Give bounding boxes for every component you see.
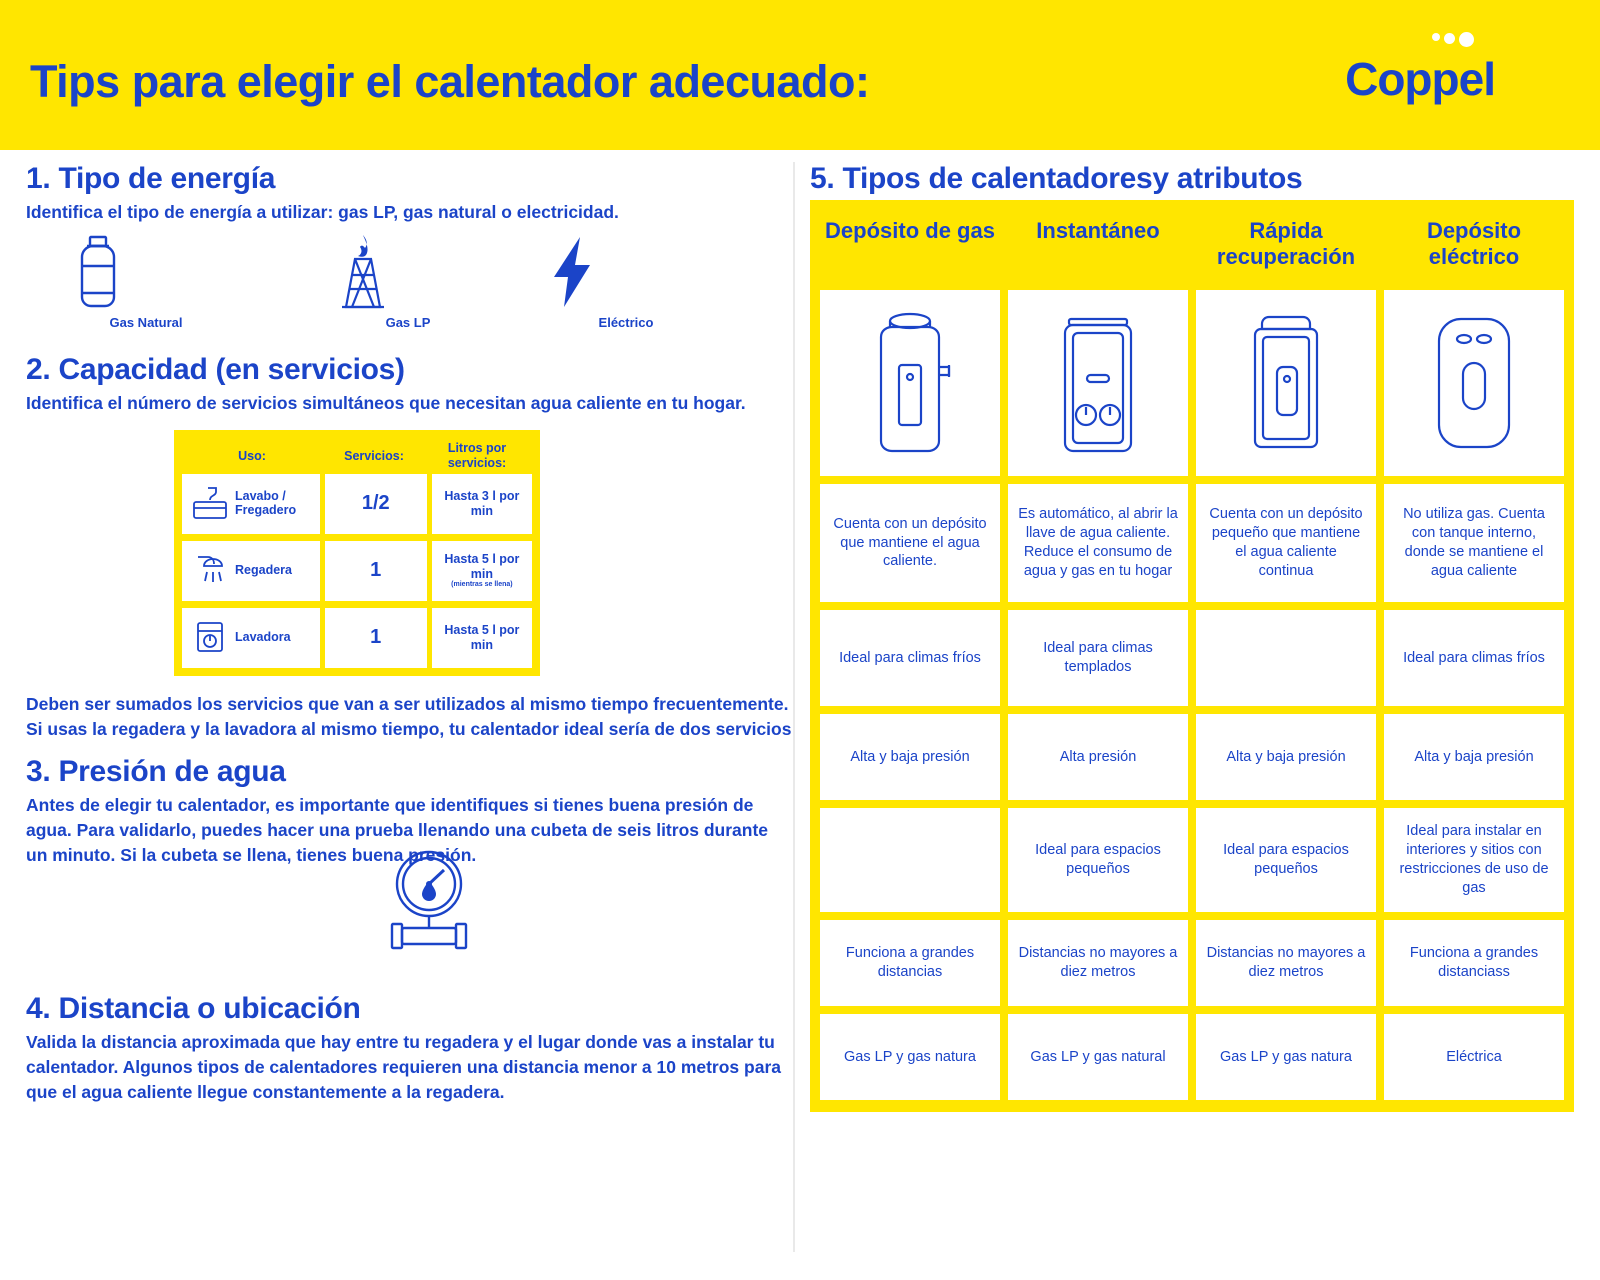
energy-item-gas-natural [66, 233, 226, 330]
section-energy-description: Identifica el tipo de energía a utilizar: gas LP, gas natural o electricidad. [26, 202, 619, 222]
attribute-cell: Ideal para espacios pequeños [1196, 808, 1376, 912]
attribute-cell: Gas LP y gas natural [1008, 1014, 1188, 1100]
attribute-cell: Cuenta con un depósito que mantiene el agua caliente. [820, 484, 1000, 602]
capacity-services-value: 1 [370, 626, 382, 649]
right-column [810, 162, 1574, 1112]
attribute-cell: No utiliza gas. Cuenta con tanque interno, donde se mantiene el agua caliente [1384, 484, 1564, 602]
attribute-cell: Alta y baja presión [1384, 714, 1564, 800]
attribute-cell: Ideal para instalar en interiores y sitios con restricciones de uso de gas [1384, 808, 1564, 912]
capacity-liters-value: Hasta 5 l por min [444, 552, 520, 581]
attribute-cell: Cuenta con un depósito pequeño que mantiene el agua caliente continua [1196, 484, 1376, 602]
attribute-cell: Ideal para espacios pequeños [1008, 808, 1188, 912]
lightning-bolt-icon [546, 233, 706, 311]
capacity-use-cell [182, 541, 320, 601]
energy-item-gas-lp [328, 233, 488, 330]
page-title: Tips para elegir el calentador adecuado: [30, 56, 870, 107]
energy-icons-row [26, 233, 794, 353]
capacity-liters-cell [432, 541, 532, 601]
energy-item-electrico [546, 233, 706, 330]
capacity-header-uso: Uso: [238, 448, 266, 463]
attribute-cell: Ideal para climas templados [1008, 610, 1188, 706]
electric-storage-heater-icon [1384, 290, 1564, 476]
three-dots-icon [1428, 32, 1488, 50]
pressure-gauge-icon [374, 842, 484, 962]
attribute-cell [820, 808, 1000, 912]
table-row [182, 541, 532, 601]
section-types-title: 5. Tipos de calentadoresy atributos [810, 162, 1303, 195]
brand-name: Coppel [1345, 53, 1495, 105]
capacity-use-cell [182, 608, 320, 668]
capacity-header-litros: Litros por servicios: [447, 441, 507, 470]
energy-item-label: Gas LP [385, 314, 431, 330]
attribute-cell: Distancias no mayores a diez metros [1196, 920, 1376, 1006]
tankless-heater-icon [1008, 290, 1188, 476]
capacity-use-label: Lavadora [235, 629, 291, 644]
section-distance-description: Valida la distancia aproximada que hay entre tu regadera y el lugar donde vas a instalar tu calentador. Algunos tipos de calentadores requieren una distancia menor a 10 metros para que el agua caliente llegue constantemente a la regadera. [26, 1031, 781, 1102]
section-energy-title: 1. Tipo de energía [26, 162, 276, 195]
heater-comparison-table [810, 200, 1574, 1112]
capacity-note: Deben ser sumados los servicios que van a ser utilizados al mismo tiempo frecuentemente. Si usas la regadera y la lavadora al mismo tiempo, tu calentador ideal sería de dos servicios [26, 693, 792, 739]
energy-item-label: Eléctrico [598, 314, 654, 330]
washer-icon [190, 618, 230, 658]
pressure-gauge-wrap [26, 864, 794, 984]
capacity-services-cell [325, 608, 427, 668]
capacity-liters-note: (mientras se llena) [451, 581, 513, 589]
comparison-attribute-row [820, 610, 1564, 714]
gas-tower-icon [328, 233, 488, 311]
table-row [182, 474, 532, 534]
capacity-liters-value: Hasta 5 l por min [444, 623, 520, 652]
capacity-header-servicios: Servicios: [344, 448, 404, 463]
table-row [182, 608, 532, 668]
capacity-services-cell [325, 541, 427, 601]
attribute-cell: Alta y baja presión [1196, 714, 1376, 800]
attribute-cell: Funciona a grandes distanciass [1384, 920, 1564, 1006]
capacity-table [174, 430, 540, 676]
comparison-attribute-row [820, 714, 1564, 808]
capacity-liters-cell [432, 474, 532, 534]
section-pressure-title: 3. Presión de agua [26, 755, 286, 789]
gas-tank-icon [66, 233, 226, 311]
capacity-services-value: 1 [370, 559, 382, 582]
attribute-cell: Eléctrica [1384, 1014, 1564, 1100]
capacity-use-label: Regadera [235, 562, 292, 577]
capacity-services-value: 1/2 [361, 492, 390, 515]
comparison-header-row [820, 212, 1564, 290]
shower-icon [190, 551, 230, 591]
section-capacity-description: Identifica el número de servicios simultáneos que necesitan agua caliente en tu hogar. [26, 392, 746, 413]
left-column [26, 162, 794, 1104]
page-header [0, 0, 1600, 150]
attribute-cell: Gas LP y gas natura [820, 1014, 1000, 1100]
capacity-liters-value: Hasta 3 l por min [444, 489, 520, 518]
capacity-liters-cell [432, 608, 532, 668]
capacity-note-block [26, 692, 794, 742]
section-distance-title: 4. Distancia o ubicación [26, 991, 361, 1025]
comparison-attribute-row [820, 920, 1564, 1014]
attribute-cell: Gas LP y gas natura [1196, 1014, 1376, 1100]
fast-recovery-heater-icon [1196, 290, 1376, 476]
capacity-services-cell [325, 474, 427, 534]
brand-logo [1345, 32, 1495, 106]
section-pressure-description: Antes de elegir tu calentador, es importante que identifiques si tienes buena presión de agua. Para validarlo, puedes hacer una prueba llenando una cubeta de seis litros durante un minuto. Si la cubeta se llena, tienes buena presión. [26, 795, 769, 866]
capacity-use-label: Lavabo / Fregadero [235, 488, 297, 517]
column-title-instantaneo: Instantáneo [1036, 218, 1160, 243]
storage-gas-heater-icon [820, 290, 1000, 476]
attribute-cell: Es automático, al abrir la llave de agua caliente. Reduce el consumo de agua y gas en tu hogar [1008, 484, 1188, 602]
sink-icon [190, 484, 230, 524]
capacity-use-cell [182, 474, 320, 534]
energy-item-label: Gas Natural [109, 314, 183, 330]
attribute-cell: Alta y baja presión [820, 714, 1000, 800]
capacity-table-header [182, 438, 532, 474]
comparison-attribute-row [820, 1014, 1564, 1100]
column-title-rapida-recuperacion: Rápida recuperación [1216, 218, 1356, 269]
attribute-cell: Alta presión [1008, 714, 1188, 800]
comparison-image-row [820, 290, 1564, 484]
attribute-cell: Ideal para climas fríos [820, 610, 1000, 706]
comparison-attribute-row [820, 808, 1564, 920]
comparison-attribute-row [820, 484, 1564, 610]
section-capacity-title: 2. Capacidad (en servicios) [26, 352, 405, 386]
attribute-cell [1196, 610, 1376, 706]
attribute-cell: Distancias no mayores a diez metros [1008, 920, 1188, 1006]
attribute-cell: Ideal para climas fríos [1384, 610, 1564, 706]
column-title-deposito-gas: Depósito de gas [825, 218, 995, 243]
attribute-cell: Funciona a grandes distancias [820, 920, 1000, 1006]
column-title-deposito-electrico: Depósito eléctrico [1426, 218, 1522, 269]
